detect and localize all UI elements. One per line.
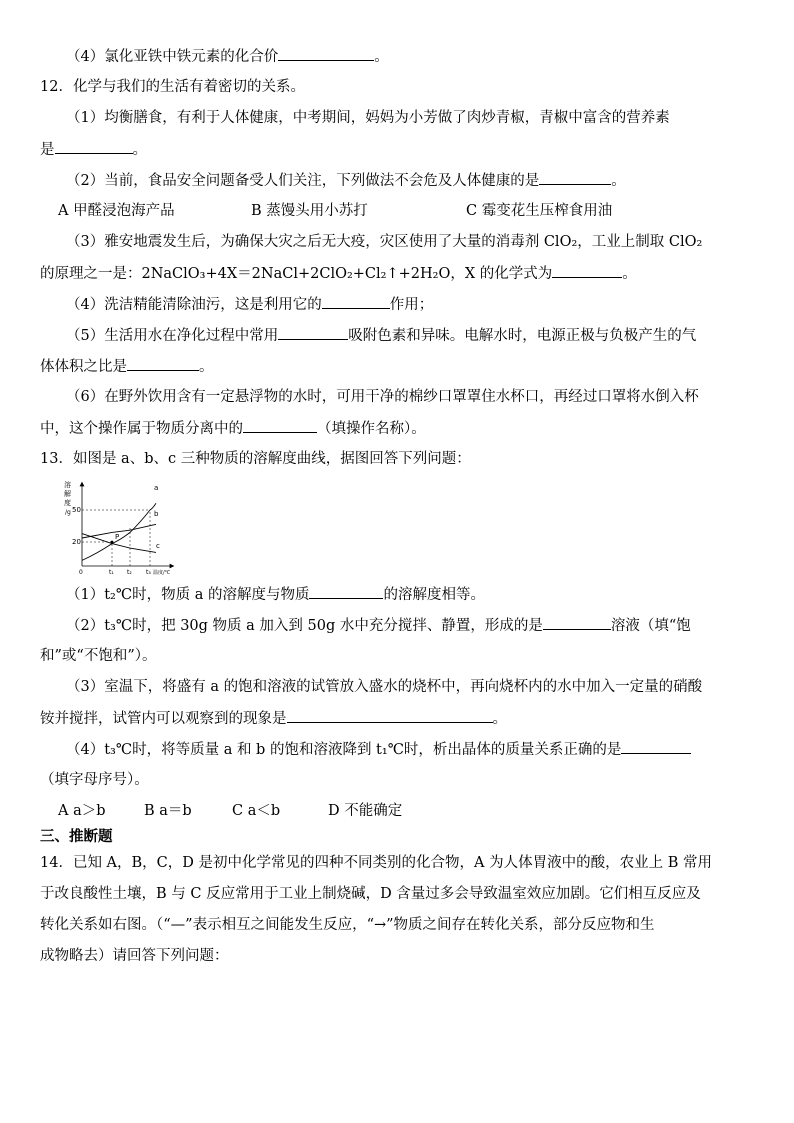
q14-line2: 于改良酸性土壤，B 与 C 反应常用于工业上制烧碱，D 含量过多会导致温室效应加剧。它们相互反应及 <box>40 886 701 902</box>
q14-line4: 成物略去）请回答下列问题： <box>40 948 229 964</box>
graph-xlabel: 温度/℃ <box>153 570 171 576</box>
q13-part3-blank[interactable] <box>287 708 493 723</box>
q14-line3: 转化关系如右图。（“—”表示相互之间能发生反应，“→”物质之间存在转化关系，部分反应物和生 <box>40 917 655 933</box>
q12-part5-blank2[interactable] <box>127 356 199 371</box>
q11-part4-end: 。 <box>374 49 389 65</box>
q13-part3-end: 。 <box>492 711 507 727</box>
curve-b-label: b <box>154 510 159 518</box>
solubility-curve-graph <box>60 478 180 578</box>
q12-part2-text: （2）当前，食品安全问题备受人们关注，下列做法不会危及人体健康的是 <box>66 173 540 189</box>
q12-part4-blank[interactable] <box>322 294 390 309</box>
q12-part6-text: 中，这个操作属于物质分离中的 <box>40 421 243 437</box>
q12-options <box>58 201 778 221</box>
section-heading: 三、推断题 <box>40 828 113 845</box>
curve-c-label: c <box>156 542 160 550</box>
q12-part5-line1 <box>66 325 786 346</box>
q13-part2-text: （2）t₃℃时，把 30g 物质 a 加入到 50g 水中充分搅拌、静置，形成的是 <box>66 618 543 634</box>
graph-ylabel-3: 度 <box>64 499 71 507</box>
q12-part5-text3: 体体积之比是 <box>40 359 127 375</box>
q12-part1-blank[interactable] <box>55 139 133 154</box>
q12-part1-line1: （1）均衡膳食，有利于人体健康，中考期间，妈妈为小芳做了肉炒青椒，青椒中富含的营养素 <box>66 110 670 126</box>
q13-option-c[interactable]: C a＜b <box>232 803 281 819</box>
q12-part3-text: 的原理之一是：2NaClO₃+4X＝2NaCl+2ClO₂+Cl₂↑+2H₂O，X 的化学式为 <box>40 266 553 282</box>
graph-ytick-50: 50 <box>72 506 81 514</box>
q12-part3-end: 。 <box>622 266 637 282</box>
q12-part2-end: 。 <box>611 173 626 189</box>
q12-part6-blank[interactable] <box>243 418 317 433</box>
q13-part3-line1: （3）室温下，将盛有 a 的饱和溶液的试管放入盛水的烧杯中，再向烧杯内的水中加入一定量的硝酸 <box>66 679 703 695</box>
q13-title: 13．如图是 a、b、c 三种物质的溶解度曲线，据图回答下列问题： <box>40 451 471 467</box>
graph-ylabel-1: 溶 <box>64 481 71 489</box>
graph-ytick-20: 20 <box>72 538 81 546</box>
graph-origin: 0 <box>79 569 83 576</box>
q12-title: 12．化学与我们的生活有着密切的关系。 <box>40 79 305 95</box>
q12-part5-line2 <box>40 356 760 377</box>
q12-part2 <box>66 170 786 191</box>
q13-part2-text2: 溶液（填“饱 <box>610 618 691 634</box>
q12-part3-line1: （3）雅安地震发生后，为确保大灾之后无大疫，灾区使用了大量的消毒剂 ClO₂，工业上制取 ClO₂ <box>66 234 703 250</box>
graph-point-p <box>111 541 114 544</box>
q13-option-a[interactable]: A a＞b <box>58 803 106 819</box>
q13-part3-line2 <box>40 708 760 729</box>
q12-part1-line2 <box>40 139 760 160</box>
q13-part4-blank[interactable] <box>621 739 691 754</box>
q12-part4-end: 作用； <box>389 297 434 313</box>
q12-part5-text: （5）生活用水在净化过程中常用 <box>66 328 279 344</box>
graph-ylabel-4: /g <box>65 509 71 516</box>
q12-part6-end: （填操作名称）。 <box>317 421 426 437</box>
q13-part4-text: （4）t₃℃时，将等质量 a 和 b 的饱和溶液降到 t₁℃时，析出晶体的质量关系正确的是 <box>66 742 622 758</box>
q13-option-b[interactable]: B a＝b <box>144 803 192 819</box>
q13-part1-blank[interactable] <box>309 584 383 599</box>
q13-part1-end: 的溶解度相等。 <box>383 587 485 603</box>
q11-part4 <box>66 46 786 67</box>
graph-ylabel-2: 解 <box>64 490 71 498</box>
q13-part2-line1 <box>66 615 786 636</box>
q12-part5-text2: 吸附色素和异味。电解水时，电源正极与负极产生的气 <box>348 328 697 344</box>
q12-option-b[interactable]: B 蒸馒头用小苏打 <box>251 203 368 219</box>
q12-part3-blank[interactable] <box>552 263 622 278</box>
q13-part1-text: （1）t₂℃时，物质 a 的溶解度与物质 <box>66 587 310 603</box>
q13-part4-line1 <box>66 739 786 760</box>
q12-option-a[interactable]: A 甲醛浸泡海产品 <box>58 203 175 219</box>
q12-part1-text: 是 <box>40 142 55 158</box>
curve-a-label: a <box>154 484 159 492</box>
q12-option-c[interactable]: C 霉变花生压榨食用油 <box>466 203 613 219</box>
q12-part1-end: 。 <box>132 142 147 158</box>
q13-part4-line2: （填字母序号）。 <box>40 772 149 788</box>
q13-part3-text: 铵并搅拌，试管内可以观察到的现象是 <box>40 711 287 727</box>
q13-options <box>58 801 778 821</box>
graph-xtick-t2: t₂ <box>127 569 132 576</box>
q12-part4-text: （4）洗洁精能清除油污，这是利用它的 <box>66 297 322 313</box>
q11-part4-blank[interactable] <box>278 46 374 61</box>
q13-part2-line2: 和”或“不饱和”）。 <box>40 648 157 664</box>
q12-part6-line1: （6）在野外饮用含有一定悬浮物的水时，可用干净的棉纱口罩罩住水杯口，再经过口罩将水倒入杯 <box>66 389 699 405</box>
q12-part5-end: 。 <box>199 359 214 375</box>
q13-part1 <box>66 584 786 605</box>
q13-part2-blank[interactable] <box>543 615 611 630</box>
q11-part4-text: （4）氯化亚铁中铁元素的化合价 <box>66 49 279 65</box>
q12-part4 <box>66 294 786 315</box>
q12-part5-blank1[interactable] <box>278 325 348 340</box>
q12-part6-line2 <box>40 418 760 439</box>
q12-part3-line2 <box>40 263 760 284</box>
q13-option-d[interactable]: D 不能确定 <box>328 803 403 819</box>
q12-part2-blank[interactable] <box>539 170 611 185</box>
graph-xtick-t1: t₁ <box>109 569 114 576</box>
q14-line1: 14．已知 A，B，C，D 是初中化学常见的四种不同类别的化合物，A 为人体胃液中的酸，农业上 B 常用 <box>40 855 712 871</box>
graph-point-p-label: P <box>115 533 120 541</box>
graph-xtick-t3: t₃ <box>146 569 151 576</box>
